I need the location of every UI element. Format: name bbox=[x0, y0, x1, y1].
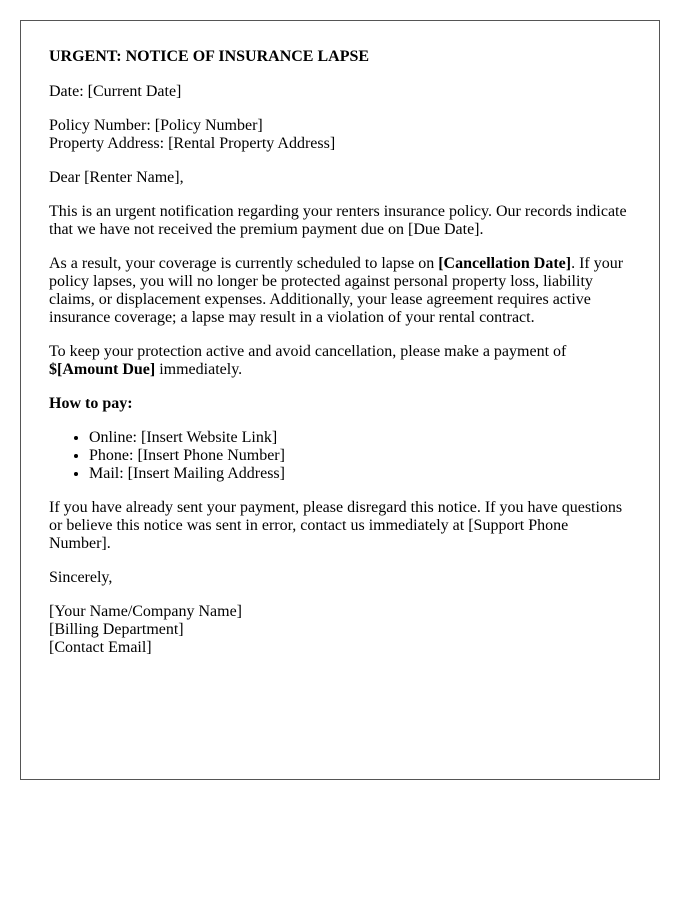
amount-due: $[Amount Due] bbox=[49, 361, 156, 378]
paragraph-payment-text-2: immediately. bbox=[155, 361, 243, 378]
signature-email: [Contact Email] bbox=[49, 639, 152, 656]
paragraph-payment-text-1: To keep your protection active and avoid cancellation, please make a payment of bbox=[49, 343, 567, 360]
list-item: • Phone: [Insert Phone Number] bbox=[89, 447, 631, 465]
paragraph-lapse-text-1: As a result, your coverage is currently scheduled to lapse on bbox=[49, 255, 439, 272]
policy-number-line: Policy Number: [Policy Number] bbox=[49, 117, 263, 134]
signature-department: [Billing Department] bbox=[49, 621, 184, 638]
signature-name: [Your Name/Company Name] bbox=[49, 603, 243, 620]
list-item: • Online: [Insert Website Link] bbox=[89, 429, 631, 447]
salutation: Dear [Renter Name], bbox=[49, 169, 184, 186]
cancellation-date: [Cancellation Date] bbox=[438, 255, 572, 272]
how-to-pay-heading: How to pay: bbox=[49, 395, 133, 412]
paragraph-payment bbox=[49, 343, 631, 379]
list-item: • Mail: [Insert Mailing Address] bbox=[89, 465, 631, 483]
letter bbox=[20, 20, 660, 780]
paragraph-disregard: If you have already sent your payment, please disregard this notice. If you have questions or believe this notice was sent in error, contact us immediately at [Support Phone Number]. bbox=[49, 499, 623, 552]
date-line: Date: [Current Date] bbox=[49, 83, 182, 100]
letter-title: URGENT: NOTICE OF INSURANCE LAPSE bbox=[49, 48, 370, 65]
paragraph-lapse bbox=[49, 255, 631, 327]
paragraph-overdue: This is an urgent notification regarding your renters insurance policy. Our records indicate that we have not received the premium payment due on [Due Date]. bbox=[49, 203, 627, 238]
closing: Sincerely, bbox=[49, 569, 113, 586]
property-address-line: Property Address: [Rental Property Address] bbox=[49, 135, 336, 152]
policy-info bbox=[49, 117, 631, 153]
payment-methods-list bbox=[49, 429, 631, 483]
signature-block bbox=[49, 603, 631, 657]
paragraph-lapse-text-2: . If your policy lapses, you will no longer be protected against personal property loss, liability claims, or displacement expenses. Additionally, your lease agreement requires active insurance coverage; a lapse may result in a violation of your rental contract. bbox=[49, 255, 624, 326]
